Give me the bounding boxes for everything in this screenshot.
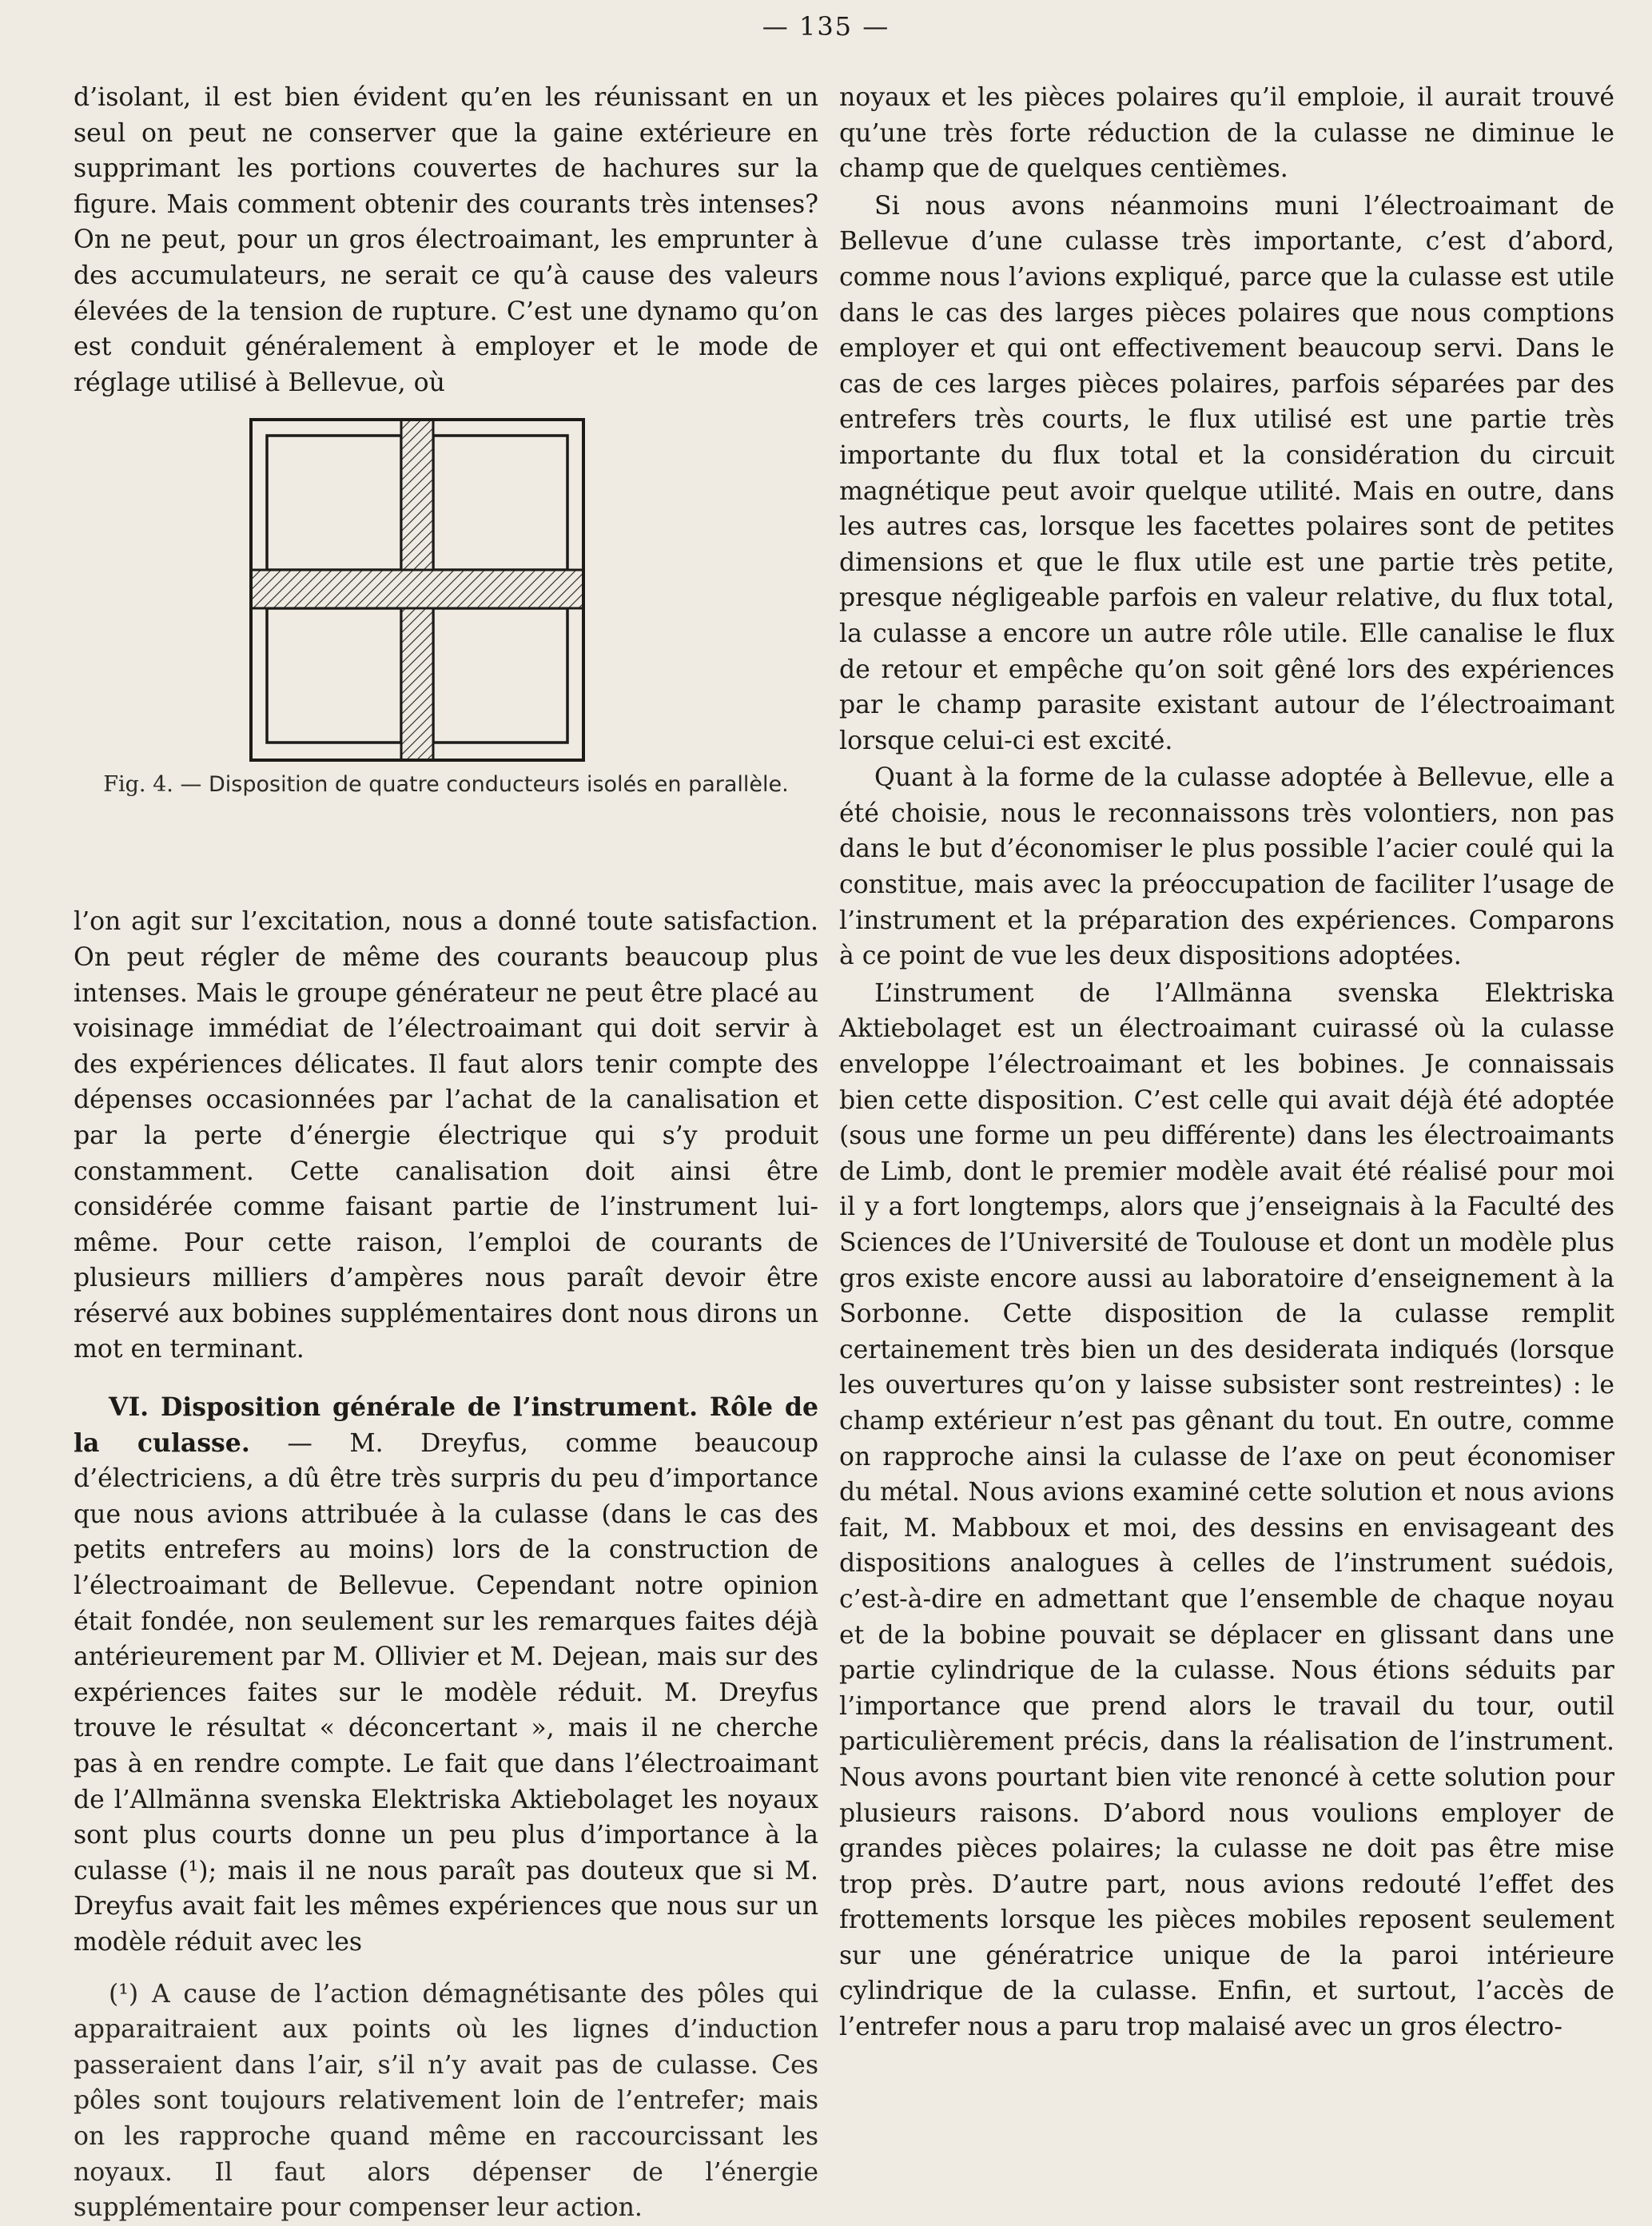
conductor-cross-section-diagram — [249, 418, 585, 762]
left-paragraph-3 — [74, 1390, 818, 1961]
right-column — [839, 80, 1614, 2045]
conductor-top-left — [267, 436, 401, 570]
hatched-horizontal-insulation — [251, 570, 583, 608]
section-text: — M. Dreyfus, comme beaucoup d’électriciens, a dû être très surpris du peu d’importance que nous avions attribuée à la culasse (dans le cas des petits entrefers au moins) lors de la construction de l’électroaimant de Bellevue. Cependant notre opinion était fondée, non seulement sur les remarques faites déjà antérieurement par M. Ollivier et M. Dejean, mais sur des expériences faites sur le modèle réduit. M. Dreyfus trouve le résultat « déconcertant », mais il ne cherche pas à en rendre compte. Le fait que dans l’électroaimant de l’Allmänna svenska Elektriska Aktiebolaget les noyaux sont plus courts donne un peu plus d’importance à la culasse (¹); mais il ne nous paraît pas douteux que si M. Dreyfus avait fait les mêmes expériences que nous sur un modèle réduit avec les — [74, 1428, 818, 1957]
left-paragraph-2: l’on agit sur l’excitation, nous a donné toute satisfaction. On peut régler de même des courants beaucoup plus intenses. Mais le groupe générateur ne peut être placé au voisinage immédiat de l’électroaimant qui doit servir à des expériences délicates. Il faut alors tenir compte des dépenses occasionnées par l’achat de la canalisation et par la perte d’énergie électrique qui s’y produit constamment. Cette canalisation doit ainsi être considérée comme faisant partie de l’instrument lui-même. Pour cette raison, l’emploi de courants de plusieurs milliers d’ampères nous paraît devoir être réservé aux bobines supplémentaires dont nous dirons un mot en terminant. — [74, 907, 818, 1364]
conductor-top-right — [433, 436, 567, 570]
left-column — [74, 80, 818, 2226]
figure-caption — [74, 770, 818, 800]
footnote-separator — [74, 1961, 818, 1977]
right-paragraph-1: noyaux et les pièces polaires qu’il emploie, il aurait trouvé qu’une très forte réduction de la culasse ne diminue le champ que de quelques centièmes. — [839, 83, 1614, 184]
conductor-bottom-right — [433, 608, 567, 743]
conductor-bottom-left — [267, 608, 401, 743]
figure-caption-text: — Disposition de quatre conducteurs isolés en parallèle. — [173, 772, 789, 798]
right-paragraph-2: Si nous avons néanmoins muni l’électroaimant de Bellevue d’une culasse très importante, c’est d’abord, comme nous l’avions expliqué, parce que la culasse est utile dans le cas des larges pièces polaires que nous comptions employer et qui ont effectivement beaucoup servi. Dans le cas de ces larges pièces polaires, parfois séparées par des entrefers très courts, le flux utilisé est une partie très importante du flux total et la considération du circuit magnétique peut avoir quelque utilité. Mais en outre, dans les autres cas, lorsque les facettes polaires sont de petites dimensions et que le flux utile est une partie très petite, presque négligeable parfois en valeur relative, du flux total, la culasse a encore un autre rôle utile. Elle canalise le flux de retour et empêche qu’on soit gêné lors des expériences par le champ parasite existant autour de l’électroaimant lorsque celui-ci est excité. — [839, 191, 1614, 755]
figure-4 — [74, 400, 818, 904]
footnote: (¹) A cause de l’action démagnétisante des pôles qui apparaitraient aux points où les lignes d’induction passeraient dans l’air, s’il n’y avait pas de culasse. Ces pôles sont toujours relativement loin de l’entrefer; mais on les rapproche quand même en raccourcissant les noyaux. Il faut alors dépenser de l’énergie supplémentaire pour compenser leur action. — [74, 1979, 818, 2223]
right-paragraph-4: L’instrument de l’Allmänna svenska Elektriska Aktiebolaget est un électroaimant cuirassé où la culasse enveloppe l’électroaimant et les bobines. Je connaissais bien cette disposition. C’est celle qui avait déjà été adoptée (sous une forme un peu différente) dans les électroaimants de Limb, dont le premier modèle avait été réalisé pour moi il y a fort longtemps, alors que j’enseignais à la Faculté des Sciences de l’Université de Toulouse et dont un modèle plus gros existe encore aussi au laboratoire d’enseignement à la Sorbonne. Cette disposition de la culasse remplit certainement très bien un des desiderata indiqués (lorsque les ouvertures qu’on y laisse subsister sont restreintes) : le champ extérieur n’est pas gênant du tout. En outre, comme on rapproche ainsi la culasse de l’axe on peut économiser du métal. Nous avions examiné cette solution et nous avions fait, M. Mabboux et moi, des dessins en envisageant des dispositions analogues à celles de l’instrument suédois, c’est-à-dire en admettant que l’ensemble de chaque noyau et de la bobine pouvait se déplacer en glissant dans une partie cylindrique de la culasse. Nous étions séduits par l’importance que prend alors le travail du tour, outil particulièrement précis, dans la réalisation de l’instrument. Nous avons pourtant bien vite renoncé à cette solution pour plusieurs raisons. D’abord nous voulions employer de grandes pièces polaires; la culasse ne doit pas être mise trop près. D’autre part, nous avions redouté l’effet des frottements lorsque les pièces mobiles reposent seulement sur une génératrice unique de la paroi intérieure cylindrique de la culasse. Enfin, et surtout, l’accès de l’entrefer nous a paru trop malaisé avec un gros électro- — [839, 978, 1614, 2042]
right-paragraph-3: Quant à la forme de la culasse adoptée à Bellevue, elle a été choisie, nous le reconnaissons très volontiers, non pas dans le but d’économiser le plus possible l’acier coulé qui la constitue, mais avec la préoccupation de faciliter l’usage de l’instrument et la préparation des expériences. Comparons à ce point de vue les deux dispositions adoptées. — [839, 763, 1614, 971]
page-number: — 135 — — [762, 11, 890, 42]
section-heading: VI. Disposition générale de l’instrument. Rôle de la culasse. — [74, 1392, 818, 1458]
figure-label: Fig. 4. — [103, 772, 173, 798]
left-paragraph-1: d’isolant, il est bien évident qu’en les réunissant en un seul on peut ne conserver que la gaine extérieure en supprimant les portions couvertes de hachures sur la figure. Mais comment obtenir des courants très intenses? On ne peut, pour un gros électroaimant, les emprunter à des accumulateurs, ne serait ce qu’à cause des valeurs élevées de la tension de rupture. C’est une dynamo qu’on est conduit généralement à employer et le mode de réglage utilisé à Bellevue, où — [74, 83, 818, 397]
